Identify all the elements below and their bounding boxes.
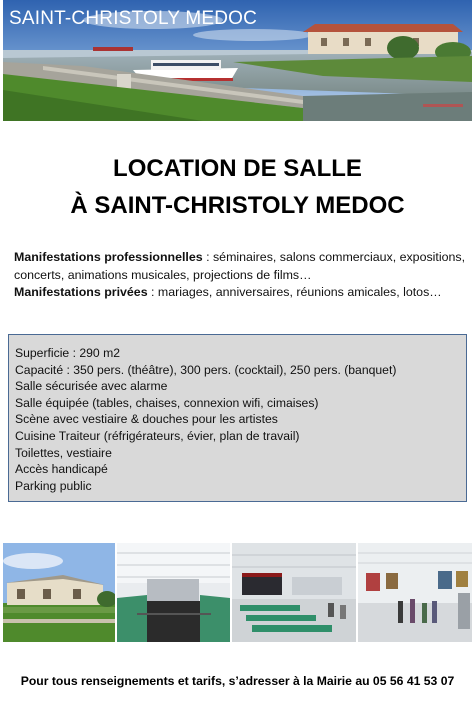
photo-strip	[3, 543, 472, 642]
feature-item: Scène avec vestiaire & douches pour les artistes	[15, 412, 278, 427]
feature-item: Parking public	[15, 478, 92, 493]
contact-footer: Pour tous renseignements et tarifs, s’adresser à la Mairie au 05 56 41 53 07	[20, 674, 455, 688]
feature-item: Cuisine Traiteur (réfrigérateurs, évier, plan de travail)	[15, 428, 300, 443]
page-title	[0, 150, 475, 224]
feature-item: Salle sécurisée avec alarme	[15, 379, 168, 394]
hall-exterior-photo	[3, 543, 115, 642]
feature-item: Salle équipée (tables, chaises, connexion wifi, cimaises)	[15, 395, 319, 410]
private-events-text: : mariages, anniversaires, réunions amicales, lotos…	[147, 285, 442, 299]
professional-events-label: Manifestations professionnelles	[14, 250, 203, 264]
feature-item: Toilettes, vestiaire	[15, 445, 112, 460]
hall-interior-photo	[117, 543, 230, 642]
feature-item: Capacité : 350 pers. (théâtre), 300 pers. (cocktail), 250 pers. (banquet)	[15, 362, 397, 377]
features-box	[8, 334, 467, 502]
title-line-1: LOCATION DE SALLE	[113, 155, 362, 182]
events-description	[14, 249, 466, 302]
private-events	[14, 284, 466, 302]
banner-title: SAINT-CHRISTOLY MEDOC	[9, 8, 258, 29]
private-events-label: Manifestations privées	[14, 285, 148, 299]
title-line-2: À SAINT-CHRISTOLY MEDOC	[70, 192, 405, 219]
professional-events-text: : séminaires, salons commerciaux, expositions, concerts, animations musicales, projections de films…	[14, 250, 466, 282]
hall-stage-photo	[232, 543, 356, 642]
feature-item: Superficie : 290 m2	[15, 346, 121, 360]
banner-photo	[3, 0, 472, 121]
feature-item: Accès handicapé	[15, 462, 108, 477]
hall-exhibition-photo	[358, 543, 472, 642]
professional-events	[14, 249, 466, 284]
